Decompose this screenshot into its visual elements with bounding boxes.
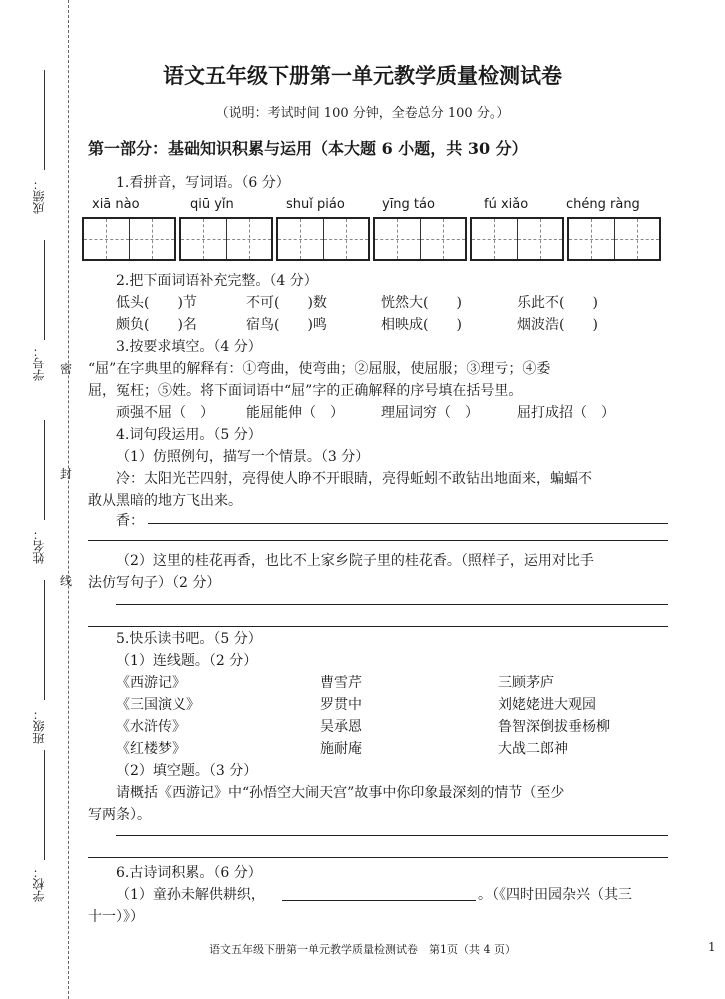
book-title: 《三国演义》 bbox=[116, 697, 200, 713]
q2-item: 烟波浩( ) bbox=[517, 317, 598, 333]
q2-title: 2.把下面词语补充完整。（4 分） bbox=[116, 273, 318, 289]
q2-item: 不可( )数 bbox=[246, 295, 327, 311]
student-id-label: 学号： bbox=[32, 345, 46, 381]
part-one-heading: 第一部分：基础知识积累与运用（本大题 6 小题，共 30 分） bbox=[88, 139, 528, 158]
q3-item: 顽强不屈（ ） bbox=[116, 405, 214, 421]
q2-item: 低头( )节 bbox=[116, 295, 197, 311]
q3-text-line: 屈，冤枉；⑤姓。将下面词语中“屈”字的正确解释的序号填在括号里。 bbox=[88, 383, 523, 399]
binding-dashed-line bbox=[68, 0, 69, 999]
story-name: 三顾茅庐 bbox=[498, 675, 554, 691]
answer-line[interactable] bbox=[148, 523, 668, 524]
q2-item: 颇负( )名 bbox=[116, 317, 197, 333]
author-name: 罗贯中 bbox=[320, 697, 362, 713]
poem-fill-blank[interactable] bbox=[282, 900, 476, 901]
seal-feng: 封 bbox=[60, 467, 73, 481]
writing-grid-4[interactable] bbox=[373, 217, 467, 261]
author-name: 吴承恩 bbox=[320, 719, 362, 735]
q4-sub2-line: 法仿写句子）（2 分） bbox=[88, 575, 221, 591]
seal-xian: 线 bbox=[60, 574, 73, 588]
page-number: 1 bbox=[708, 940, 716, 954]
answer-line[interactable] bbox=[116, 604, 668, 605]
score-label: 成绩： bbox=[32, 178, 46, 214]
answer-line[interactable] bbox=[88, 857, 668, 858]
q3-title: 3.按要求填空。（4 分） bbox=[116, 339, 262, 355]
q2-item: 乐此不( ) bbox=[517, 295, 598, 311]
answer-line[interactable] bbox=[88, 540, 668, 541]
answer-line[interactable] bbox=[88, 626, 668, 627]
school-label: 学校： bbox=[32, 866, 46, 902]
school-blank bbox=[44, 750, 45, 860]
q2-item: 宿鸟( )鸣 bbox=[246, 317, 327, 333]
q2-item: 相映成( ) bbox=[381, 317, 462, 333]
q4-sub2-line: （2）这里的桂花再香，也比不上家乡院子里的桂花香。（照样子，运用对比手 bbox=[116, 553, 594, 569]
q5-prompt-line: 请概括《西游记》中“孙悟空大闹天宫”故事中你印象最深刻的情节（至少 bbox=[116, 785, 565, 801]
q3-item: 理屈词穷（ ） bbox=[381, 405, 479, 421]
writing-grid-2[interactable] bbox=[179, 217, 273, 261]
exam-note: （说明：考试时间 100 分钟，全卷总分 100 分。） bbox=[215, 106, 510, 121]
q4-fill-label: 香： bbox=[116, 513, 144, 529]
q4-title: 4.词句段运用。（5 分） bbox=[116, 427, 262, 443]
page-footer: 语文五年级下册第一单元教学质量检测试卷 第1页（共 4 页） bbox=[209, 943, 516, 956]
q4-example-line: 冷：太阳光芒四射，亮得使人睁不开眼睛，亮得蚯蚓不敢钻出地面来，蝙蝠不 bbox=[116, 471, 592, 487]
class-label: 班级： bbox=[32, 708, 46, 744]
q6-line-end: 十一）》） bbox=[88, 909, 144, 925]
name-blank bbox=[44, 420, 45, 520]
pinyin-1: xiā nào bbox=[92, 197, 140, 212]
q4-sub1: （1）仿照例句，描写一个情景。（3 分） bbox=[116, 449, 370, 465]
book-title: 《红楼梦》 bbox=[116, 741, 186, 757]
student-id-blank bbox=[44, 240, 45, 340]
book-title: 《西游记》 bbox=[116, 675, 186, 691]
seal-mi: 密 bbox=[60, 362, 73, 376]
story-name: 鲁智深倒拔垂杨柳 bbox=[498, 719, 610, 735]
exam-title: 语文五年级下册第一单元教学质量检测试卷 bbox=[163, 63, 562, 88]
name-label: 姓名： bbox=[32, 528, 46, 564]
book-title: 《水浒传》 bbox=[116, 719, 186, 735]
q6-title: 6.古诗词积累。（6 分） bbox=[116, 865, 262, 881]
q3-item: 能屈能伸（ ） bbox=[246, 405, 344, 421]
writing-grid-1[interactable] bbox=[82, 217, 176, 261]
pinyin-5: fú xiǎo bbox=[484, 197, 529, 212]
q1-title: 1.看拼音，写词语。（6 分） bbox=[116, 175, 290, 191]
q3-item: 屈打成招（ ） bbox=[517, 405, 615, 421]
q6-line-source: 。（《四时田园杂兴（其三 bbox=[478, 887, 632, 903]
author-name: 曹雪芹 bbox=[320, 675, 362, 691]
q3-text-line: “屈”在字典里的解释有：①弯曲，使弯曲；②屈服，使屈服；③理亏；④委 bbox=[88, 361, 551, 377]
story-name: 刘姥姥进大观园 bbox=[498, 697, 596, 713]
pinyin-6: chéng ràng bbox=[566, 197, 640, 212]
q5-title: 5.快乐读书吧。（5 分） bbox=[116, 631, 262, 647]
pinyin-2: qiū yǐn bbox=[190, 197, 234, 212]
author-name: 施耐庵 bbox=[320, 741, 362, 757]
q6-line-start: （1）童孙未解供耕织， bbox=[116, 887, 265, 903]
story-name: 大战二郎神 bbox=[498, 741, 568, 757]
q5-sub1: （1）连线题。（2 分） bbox=[116, 653, 258, 669]
writing-grid-3[interactable] bbox=[276, 217, 370, 261]
q5-prompt-line: 写两条）。 bbox=[88, 807, 151, 823]
class-blank bbox=[44, 580, 45, 700]
pinyin-3: shuǐ piáo bbox=[286, 197, 345, 212]
writing-grid-6[interactable] bbox=[567, 217, 661, 261]
pinyin-4: yīng táo bbox=[382, 197, 435, 212]
q2-item: 恍然大( ) bbox=[381, 295, 462, 311]
q5-sub2: （2）填空题。（3 分） bbox=[116, 763, 258, 779]
q4-example-line: 敢从黑暗的地方飞出来。 bbox=[88, 493, 242, 509]
writing-grid-5[interactable] bbox=[470, 217, 564, 261]
answer-line[interactable] bbox=[116, 835, 668, 836]
